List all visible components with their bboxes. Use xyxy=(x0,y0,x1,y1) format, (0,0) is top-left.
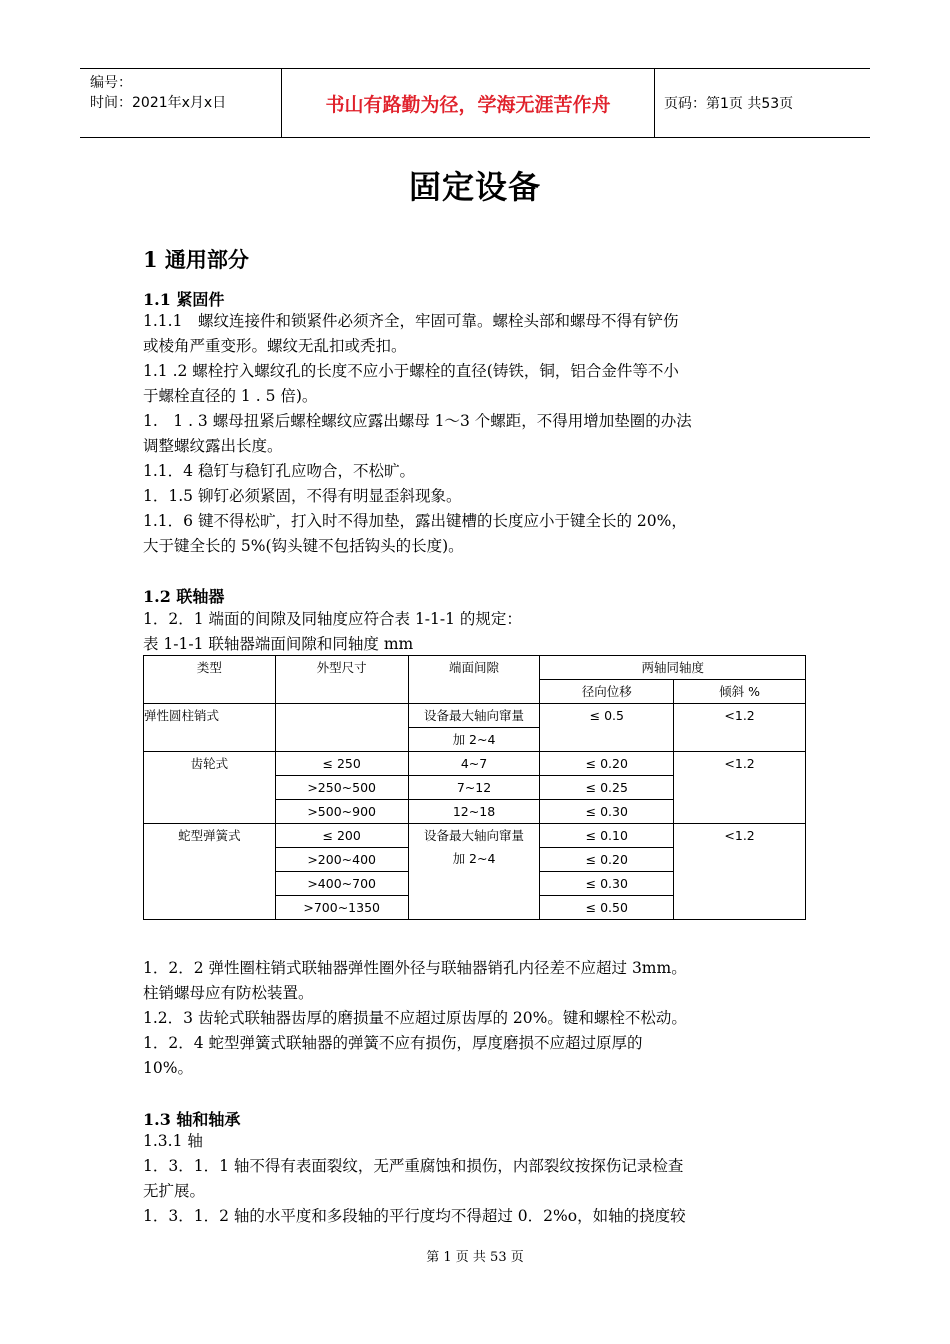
paragraph-line: 1．2．2 弹性圈柱销式联轴器弹性圈外径与联轴器销孔内径差不应超过 3mm。 xyxy=(143,959,687,977)
table-cell-size: >400~700 xyxy=(275,872,408,896)
section-1-3-body xyxy=(143,1129,807,1229)
paragraph-line: 1.3.1 轴 xyxy=(143,1132,203,1150)
header-motto: 书山有路勤为径，学海无涯苦作舟 xyxy=(282,69,655,137)
table-cell-size xyxy=(275,704,408,752)
table-cell-size: >700~1350 xyxy=(275,896,408,920)
table-cell-gap-line: 加 2~4 xyxy=(452,851,496,866)
table-cell-radial: ≤ 0.25 xyxy=(540,776,674,800)
table-cell-tilt: <1.2 xyxy=(674,704,806,752)
table-header-type: 类型 xyxy=(144,656,276,704)
paragraph-line: 1.1．4 稳钉与稳钉孔应吻合，不松旷。 xyxy=(143,462,415,480)
paragraph-line: 1．1.5 铆钉必须紧固，不得有明显歪斜现象。 xyxy=(143,487,462,505)
table-cell-radial: ≤ 0.20 xyxy=(540,752,674,776)
document-title: 固定设备 xyxy=(408,168,541,206)
section-1-1-body xyxy=(143,309,807,559)
table-cell-gap xyxy=(408,824,540,920)
table-header-radial: 径向位移 xyxy=(540,680,674,704)
section-heading-1-1: 1.1 紧固件 xyxy=(143,290,225,309)
header-left-cell xyxy=(80,69,282,137)
table-caption: 表 1-1-1 联轴器端面间隙和同轴度 mm xyxy=(143,635,414,653)
table-cell-size: >250~500 xyxy=(275,776,408,800)
table-cell-radial: ≤ 0.50 xyxy=(540,896,674,920)
table-header-tilt: 倾斜 % xyxy=(674,680,806,704)
paragraph-line: 1.1.1 螺纹连接件和锁紧件必须齐全，牢固可靠。螺栓头部和螺母不得有铲伤 xyxy=(143,312,679,330)
table-cell-tilt: <1.2 xyxy=(674,752,806,824)
table-cell-type: 齿轮式 xyxy=(144,752,276,824)
table-cell-size: >200~400 xyxy=(275,848,408,872)
coupling-table xyxy=(143,655,806,920)
table-cell-radial: ≤ 0.5 xyxy=(540,704,674,752)
table-cell-gap: 7~12 xyxy=(408,776,540,800)
paragraph-line: 调整螺纹露出长度。 xyxy=(143,437,283,455)
table-cell-type: 蛇型弹簧式 xyxy=(144,824,276,920)
table-cell-gap: 4~7 xyxy=(408,752,540,776)
table-cell-tilt: <1.2 xyxy=(674,824,806,920)
section-heading-1: 1 通用部分 xyxy=(143,247,249,272)
header-page-info: 页码：第1页 共53页 xyxy=(664,96,794,112)
paragraph-line: 1.2．3 齿轮式联轴器齿厚的磨损量不应超过原齿厚的 20%。键和螺栓不松动。 xyxy=(143,1009,687,1027)
document-number-label: 编号： xyxy=(90,75,132,91)
table-cell-radial: ≤ 0.20 xyxy=(540,848,674,872)
table-cell-type: 弹性圆柱销式 xyxy=(144,704,276,752)
table-cell-gap-line: 设备最大轴向窜量 xyxy=(424,828,525,843)
paragraph-line: 柱销螺母应有防松装置。 xyxy=(143,984,314,1002)
paragraph-line: 1. 1 . 3 螺母扭紧后螺栓螺纹应露出螺母 1～3 个螺距，不得用增加垫圈的办法 xyxy=(143,412,692,430)
paragraph-line: 1．2．1 端面的间隙及同轴度应符合表 1-1-1 的规定： xyxy=(143,610,522,628)
table-cell-radial: ≤ 0.30 xyxy=(540,872,674,896)
table-cell-size: >500~900 xyxy=(275,800,408,824)
paragraph-line: 于螺栓直径的 1 . 5 倍)。 xyxy=(143,387,318,405)
table-header-gap: 端面间隙 xyxy=(408,656,540,704)
page-footer: 第 1 页 共 53 页 xyxy=(426,1250,524,1265)
paragraph-line: 或棱角严重变形。螺纹无乱扣或秃扣。 xyxy=(143,337,407,355)
paragraph-line: 1．3．1．1 轴不得有表面裂纹，无严重腐蚀和损伤，内部裂纹按探伤记录检查 xyxy=(143,1157,684,1175)
table-cell-gap: 设备最大轴向窜量 xyxy=(408,704,540,728)
table-cell-size: ≤ 200 xyxy=(275,824,408,848)
section-heading-1-3: 1.3 轴和轴承 xyxy=(143,1110,241,1129)
paragraph-line: 大于键全长的 5%(钩头键不包括钩头的长度)。 xyxy=(143,537,464,555)
table-cell-gap: 加 2~4 xyxy=(408,728,540,752)
table-cell-size: ≤ 250 xyxy=(275,752,408,776)
paragraph-line: 1.1．6 键不得松旷，打入时不得加垫，露出键槽的长度应小于键全长的 20%， xyxy=(143,512,687,530)
page-header xyxy=(80,68,870,138)
section-1-2-intro xyxy=(143,607,807,657)
table-header-size: 外型尺寸 xyxy=(275,656,408,704)
table-cell-radial: ≤ 0.30 xyxy=(540,800,674,824)
section-1-2-body xyxy=(143,956,807,1081)
document-date: 时间：2021年x月x日 xyxy=(90,95,227,111)
table-cell-gap: 12~18 xyxy=(408,800,540,824)
table-header-coaxiality: 两轴同轴度 xyxy=(540,656,806,680)
table-cell-radial: ≤ 0.10 xyxy=(540,824,674,848)
paragraph-line: 无扩展。 xyxy=(143,1182,206,1200)
section-heading-1-2: 1.2 联轴器 xyxy=(143,587,225,606)
paragraph-line: 10%。 xyxy=(143,1059,193,1077)
paragraph-line: 1．3．1．2 轴的水平度和多段轴的平行度均不得超过 0．2%o，如轴的挠度较 xyxy=(143,1207,686,1225)
paragraph-line: 1．2．4 蛇型弹簧式联轴器的弹簧不应有损伤，厚度磨损不应超过原厚的 xyxy=(143,1034,643,1052)
paragraph-line: 1.1 .2 螺栓拧入螺纹孔的长度不应小于螺栓的直径(铸铁，铜，铝合金件等不小 xyxy=(143,362,679,380)
